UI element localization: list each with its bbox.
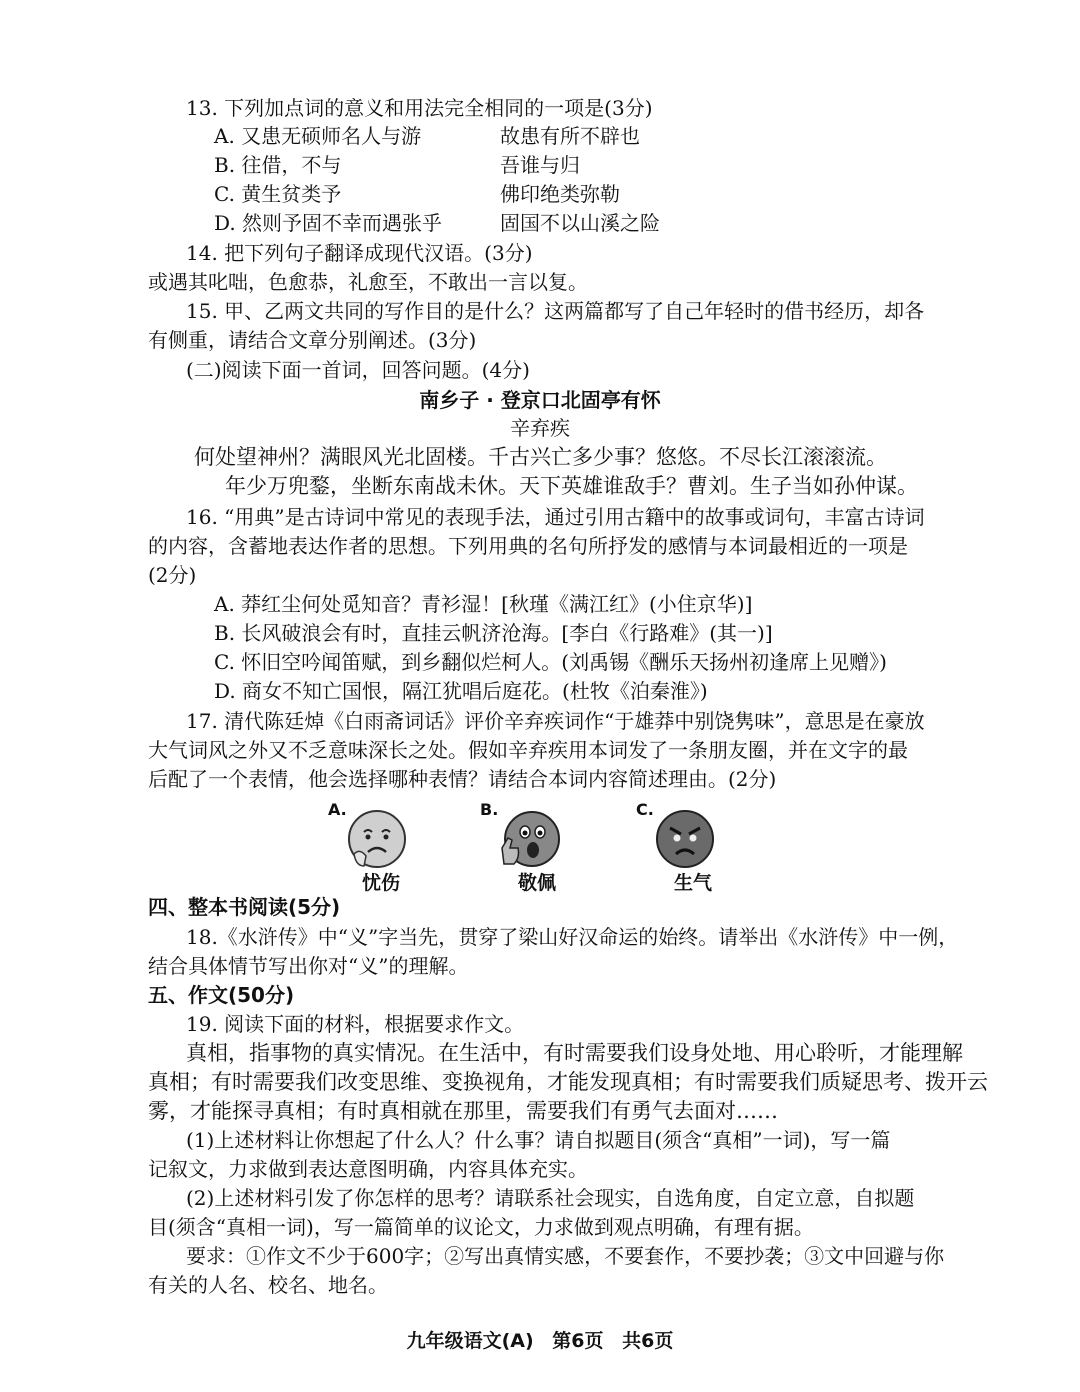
q18-line-1: 18.《水浒传》中“义”字当先，贯穿了梁山好汉命运的始终。请举出《水浒传》中一例，	[186, 925, 959, 949]
requirements-line-1: 要求：①作文不少于600字；②写出真情实感，不要套作，不要抄袭；③文中回避与你	[186, 1244, 945, 1268]
q16-option-c: C. 怀旧空吟闻笛赋，到乡翻似烂柯人。(刘禹锡《酬乐天扬州初逢席上见赠》)	[214, 650, 887, 674]
q13-option-a-left: A. 又患无硕师名人与游	[214, 124, 422, 148]
poem-title: 南乡子 · 登京口北固亭有怀	[419, 388, 661, 412]
poem-line-1: 何处望神州？满眼风光北固楼。千古兴亡多少事？悠悠。不尽长江滚滚流。	[194, 445, 887, 469]
q13-option-b-right: 吾谁与归	[500, 153, 580, 177]
q14-sentence: 或遇其叱咄，色愈恭，礼愈至，不敢出一言以复。	[148, 270, 588, 294]
q13-option-c-right: 佛印绝类弥勒	[500, 182, 620, 206]
q13-option-d-left: D. 然则予固不幸而遇张乎	[214, 211, 443, 235]
q13-option-c-left: C. 黄生贫类予	[214, 182, 342, 206]
emoji-c-caption: 生气	[674, 872, 713, 894]
q18-line-2: 结合具体情节写出你对“义”的理解。	[148, 954, 469, 978]
option-2-line-2: 目(须含“真相一词)，写一篇简单的议论文，力求做到观点明确，有理有据。	[148, 1215, 814, 1239]
emoji-b-letter: B.	[480, 800, 499, 819]
q17-line-2: 大气词风之外又不乏意味深长之处。假如辛弃疾用本词发了一条朋友圈，并在文字的最	[148, 738, 908, 762]
q15-line-2: 有侧重，请结合文章分别阐述。(3分)	[148, 328, 477, 352]
q13-option-a-right: 故患有所不辟也	[500, 124, 640, 148]
q16-option-a: A. 莽红尘何处觅知音？青衫湿！[秋瑾《满江红》(小住京华)]	[214, 592, 753, 616]
q16-line-2: 的内容，含蓄地表达作者的思想。下列用典的名句所抒发的感情与本词最相近的一项是	[148, 534, 908, 558]
q13-option-d-right: 固国不以山溪之险	[500, 211, 660, 235]
section-4-heading: 四、整本书阅读(5分)	[148, 895, 341, 919]
q13-option-b-left: B. 往借，不与	[214, 153, 342, 177]
page-footer	[0, 1326, 1080, 1353]
footer-total-pages: 共6页	[622, 1330, 674, 1352]
emoji-c-letter: C.	[636, 800, 654, 819]
footer-page-number: 第6页	[552, 1330, 604, 1352]
q16-line-1: 16. “用典”是古诗词中常见的表现手法，通过引用古籍中的故事或词句，丰富古诗词	[186, 505, 925, 529]
footer-subject: 九年级语文(A)	[406, 1330, 534, 1352]
angry-face-icon	[654, 808, 716, 870]
q16-option-d: D. 商女不知亡国恨，隔江犹唱后庭花。(杜牧《泊秦淮》)	[214, 679, 708, 703]
poem-author: 辛弃疾	[510, 416, 570, 440]
emoji-a-caption: 忧伤	[362, 872, 401, 894]
poem-section-intro: (二)阅读下面一首词，回答问题。(4分)	[186, 358, 530, 382]
emoji-b-caption: 敬佩	[518, 872, 557, 894]
thumbs-up-face-icon	[498, 808, 560, 870]
q17-line-1: 17. 清代陈廷焯《白雨斋词话》评价辛弃疾词作“于雄莽中别饶隽味”，意思是在豪放	[186, 709, 925, 733]
material-line-3: 雾，才能探寻真相；有时真相就在那里，需要我们有勇气去面对……	[148, 1099, 778, 1123]
q16-line-3: (2分)	[148, 563, 197, 587]
q17-line-3: 后配了一个表情，他会选择哪种表情？请结合本词内容简述理由。(2分)	[148, 767, 777, 791]
q15-line-1: 15. 甲、乙两文共同的写作目的是什么？这两篇都写了自己年轻时的借书经历，却各	[186, 299, 925, 323]
material-line-1: 真相，指事物的真实情况。在生活中，有时需要我们设身处地、用心聆听，才能理解	[186, 1041, 963, 1065]
q13-stem: 13. 下列加点词的意义和用法完全相同的一项是(3分)	[186, 96, 653, 120]
option-1-line-2: 记叙文，力求做到表达意图明确，内容具体充实。	[148, 1157, 588, 1181]
requirements-line-2: 有关的人名、校名、地名。	[148, 1273, 388, 1297]
emoji-a-letter: A.	[328, 800, 347, 819]
q14-stem: 14. 把下列句子翻译成现代汉语。(3分)	[186, 241, 533, 265]
q16-option-b: B. 长风破浪会有时，直挂云帆济沧海。[李白《行路难》(其一)]	[214, 621, 773, 645]
section-5-heading: 五、作文(50分)	[148, 983, 295, 1007]
q19-stem: 19. 阅读下面的材料，根据要求作文。	[186, 1012, 525, 1036]
material-line-2: 真相；有时需要我们改变思维、变换视角，才能发现真相；有时需要我们质疑思考、拨开云	[148, 1070, 988, 1094]
poem-line-2: 年少万兜鍪，坐断东南战未休。天下英雄谁敌手？曹刘。生子当如孙仲谋。	[225, 474, 918, 498]
option-2-line-1: (2)上述材料引发了你怎样的思考？请联系社会现实，自选角度，自定立意，自拟题	[186, 1186, 915, 1210]
sad-face-icon	[346, 808, 408, 870]
option-1-line-1: (1)上述材料让你想起了什么人？什么事？请自拟题目(须含“真相”一词)，写一篇	[186, 1128, 891, 1152]
